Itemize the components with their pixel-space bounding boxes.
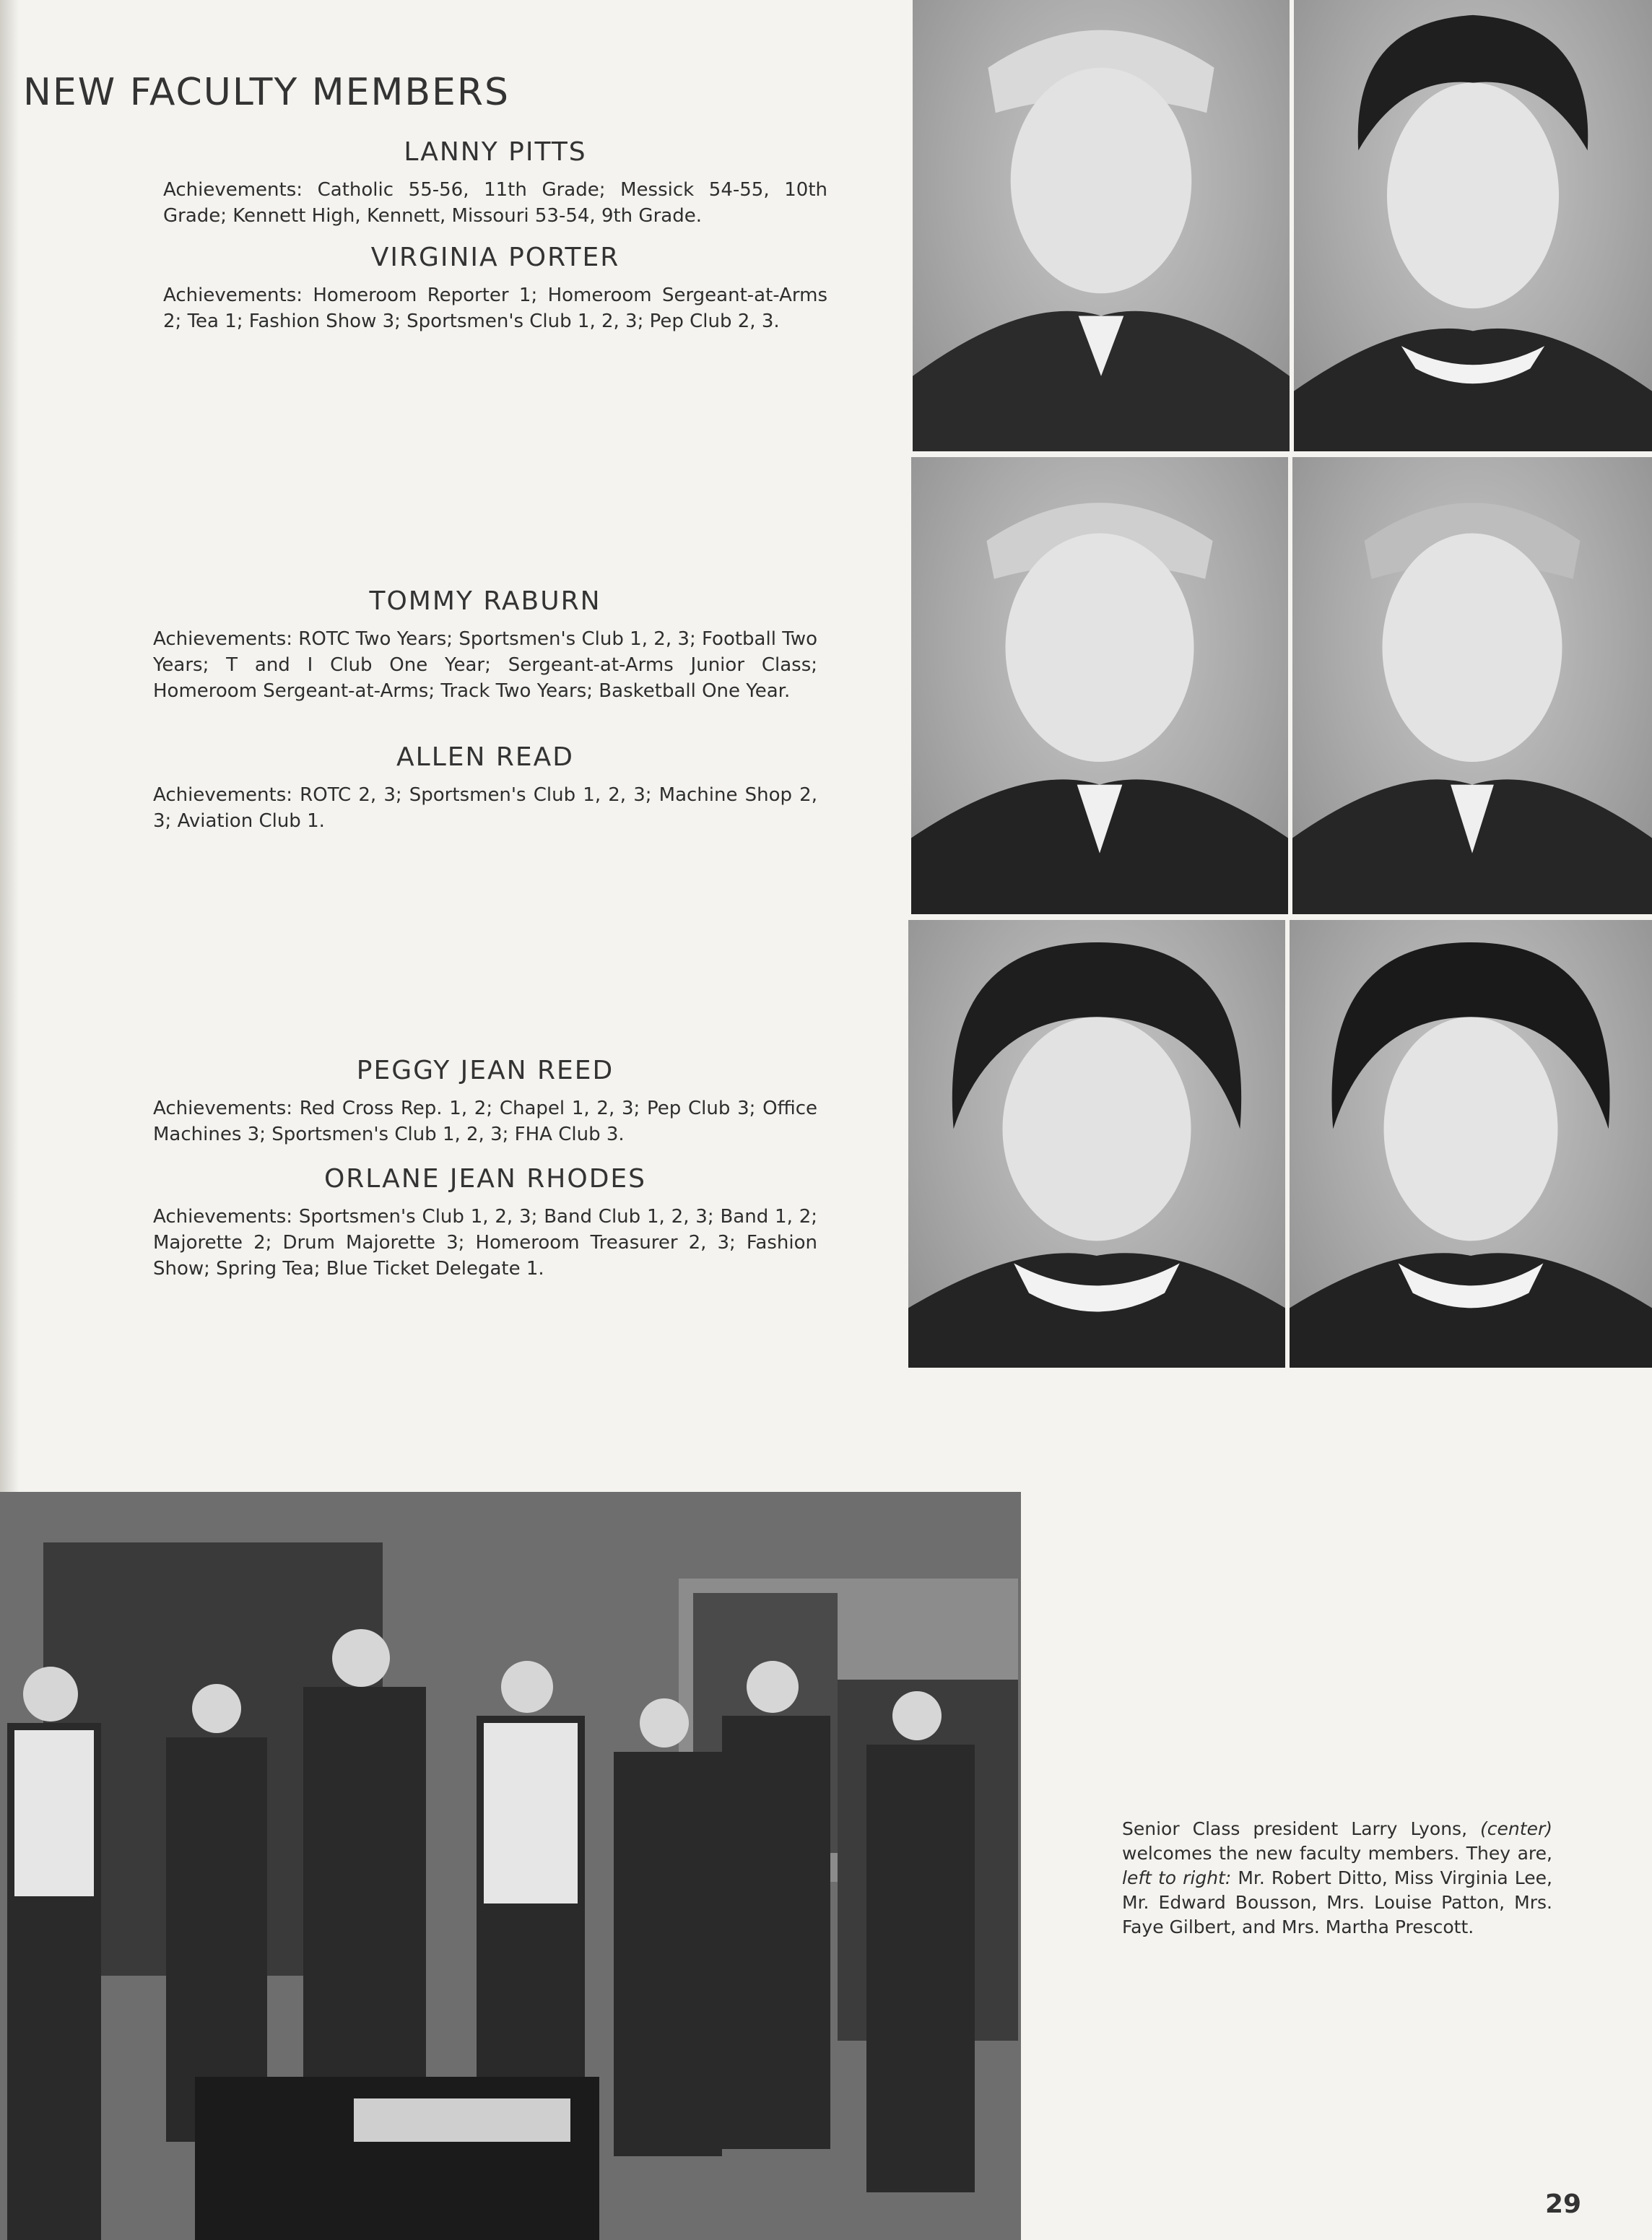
student-entry-porter — [163, 243, 827, 334]
student-achievements: Achievements: Sportsmen's Club 1, 2, 3; Band Club 1, 2, 3; Band 1, 2; Majorette 2; Drum Majorette 3; Homeroom Treasurer 2, 3; Fashion Show; Spring Tea; Blue Ticket Delegate 1. — [153, 1206, 817, 1280]
student-name: TOMMY RABURN — [369, 586, 601, 616]
portrait-photo-rhodes — [1290, 920, 1652, 1368]
portrait-photo-porter — [1294, 0, 1652, 451]
student-achievements: Achievements: Red Cross Rep. 1, 2; Chapel 1, 2, 3; Pep Club 3; Office Machines 3; Sportsmen's Club 1, 2, 3; FHA Club 3. — [153, 1098, 817, 1145]
student-entry-rhodes — [153, 1164, 817, 1282]
portrait-photo-pitts — [913, 0, 1290, 451]
caption-italic-text: left to right: — [1122, 1867, 1232, 1888]
portrait-photo-raburn — [911, 457, 1288, 914]
student-entry-pitts — [163, 137, 827, 229]
student-entry-raburn — [153, 586, 817, 704]
student-name: VIRGINIA PORTER — [370, 243, 620, 272]
portrait-photo-read — [1292, 457, 1652, 914]
student-achievements: Achievements: Catholic 55-56, 11th Grade; Messick 54-55, 10th Grade; Kennett High, Kennett, Missouri 53-54, 9th Grade. — [163, 179, 827, 227]
page-title: NEW FACULTY MEMBERS — [23, 71, 510, 114]
page-number: 29 — [1545, 2189, 1582, 2219]
portrait-photo-reed — [908, 920, 1285, 1368]
student-name: LANNY PITTS — [404, 137, 587, 167]
caption-text: Mr. Robert Ditto, Miss Virginia Lee, Mr. Edward Bousson, Mrs. Louise Patton, Mrs. Faye Gilbert, and Mrs. Martha Prescott. — [1122, 1867, 1552, 1937]
student-achievements: Achievements: ROTC 2, 3; Sportsmen's Club 1, 2, 3; Machine Shop 2, 3; Aviation Club 1. — [153, 784, 817, 832]
group-photo-faculty — [0, 1492, 1021, 2240]
student-achievements: Achievements: ROTC Two Years; Sportsmen's Club 1, 2, 3; Football Two Years; T and I Club One Year; Sergeant-at-Arms Junior Class; Homeroom Sergeant-at-Arms; Track Two Years; Basketball One Year. — [153, 628, 817, 702]
student-achievements: Achievements: Homeroom Reporter 1; Homeroom Sergeant-at-Arms 2; Tea 1; Fashion Show 3; Sportsmen's Club 1, 2, 3; Pep Club 2, 3. — [163, 285, 827, 332]
student-name: ALLEN READ — [396, 742, 574, 772]
caption-text: welcomes the new faculty members. They are, — [1122, 1843, 1552, 1864]
group-photo-caption — [1122, 1817, 1552, 1940]
student-entry-reed — [153, 1056, 817, 1147]
student-entry-read — [153, 742, 817, 834]
student-name: PEGGY JEAN REED — [356, 1056, 614, 1085]
caption-italic-text: (center) — [1480, 1818, 1552, 1839]
caption-text: Senior Class president Larry Lyons, — [1122, 1818, 1481, 1839]
student-name: ORLANE JEAN RHODES — [323, 1164, 647, 1194]
